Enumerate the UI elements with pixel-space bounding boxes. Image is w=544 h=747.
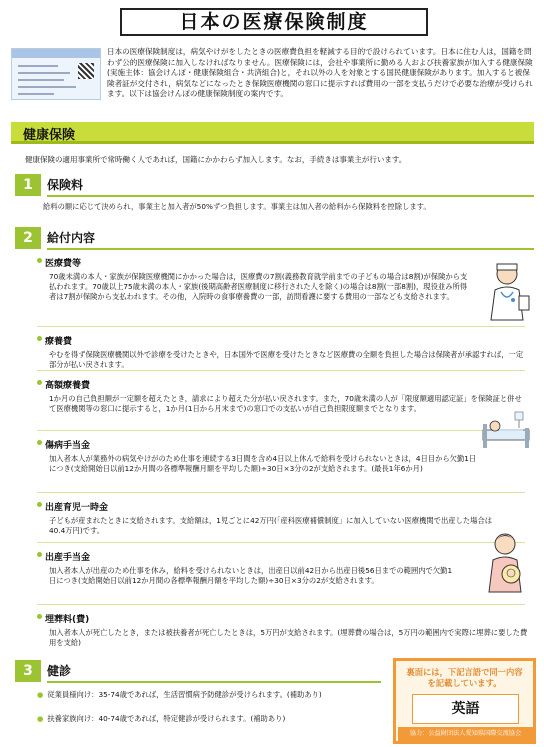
section-premium [11,174,534,196]
divider [37,326,525,327]
card-stripe [12,49,100,58]
benefit-body: 加入者本人が出産のため仕事を休み，給料を受けられないときは，出産日以前42日から出産日後56日までの範囲内で欠勤1日につき(支給開始日以前12か月間の各標準報酬月額を平均した額)÷30日×3分の2が支給されます。 [49,566,453,586]
benefit-item [37,334,529,370]
benefit-item [37,500,507,536]
checkup-text: 扶養家族向け：40-74歳であれば，特定健診が受けられます。(補助あり) [47,714,286,723]
card-line [18,79,64,81]
benefit-title: 医療費等 [37,256,469,269]
checkup-text: 従業員様向け：35-74歳であれば，生活習慣病予防健診が受けられます。(補助あり) [47,690,322,699]
divider [37,542,525,543]
benefit-item [37,256,469,303]
card-qr-icon [78,63,94,79]
benefit-item [37,550,457,586]
card-line [18,65,58,67]
section-benefits [11,227,534,249]
section-rule [47,195,534,197]
card-line [18,72,70,74]
intro-paragraph: 日本の医療保険制度は，病気やけがをしたときの医療費負担を軽減する目的で設けられています。日本に住む人は，国籍を問わず公的医療保険に加入しなければなりません。医療保険には，会社や事業所に勤める人および扶養家族が加入する健康保険(実施主体：協会けんぽ・健康保険組合・共済組合)と，それ以外の人を対象とする国民健康保険があります。加入すると被保険者証が交付され，病気などになったとき保険医療機関の窓口に提示すれば費用の一部を支払うだけで必要な治療が受けられます。以下は協会けんぽの健康保険制度の案内です。 [107,47,533,99]
divider [37,492,525,493]
notice-text: 裏面には，下記言語で同一内容を記載しています。 [406,667,523,688]
benefit-title: 高額療養費 [37,378,529,391]
divider [37,370,525,371]
divider [37,604,525,605]
section-title: 給付内容 [47,231,96,245]
checkup-item [37,714,285,724]
section-rule [47,681,381,683]
bullet-icon: ● [37,714,44,723]
benefit-body: 1か月の自己負担額が一定額を超えたとき，請求により超えた分が払い戻されます。また，70歳未満の人が「限度額適用認定証」を保険証と併せて医療機関等の窓口に提示すると，1か月(1日から月末まで)の窓口での支払いが自己負担限度額までとなります。 [49,394,522,414]
credit-text: 協力：公益財団法人愛知県国際交流協会 [398,727,533,741]
benefit-body: 子どもが産まれたときに支給されます。支給額は，1児ごとに42万円(「産科医療補償制度」に加入していない医療機関で出産した場合は40.4万円)です。 [49,516,493,536]
benefit-item [37,438,477,474]
benefit-title: 埋葬料(費) [37,612,529,625]
document-page [3,2,541,744]
section-checkup [11,660,381,682]
benefit-item [37,378,529,414]
benefit-title: 出産手当金 [37,550,457,563]
section-number: 2 [15,227,41,249]
benefit-body: 加入者本人が業務外の病気やけがのため仕事を連続する3日間を含め4日以上休んで給料を受けられないときは，4日目から欠勤1日につき(支給開始日以前12か月間の各標準報酬月額を平均した額)÷30日×3分の2が支給されます。(最長1年6か月) [49,454,477,474]
checkup-item [37,690,322,700]
page-title: 日本の医療保険制度 [120,8,428,36]
benefit-body: 70歳未満の本人・家族が保険医療機関にかかった場合は，医療費の7割(義務教育就学前までの子どもの場合は8割)が保険から支払われます。70歳以上75歳未満の本人・家族(後期高齢者医療制度に移行された人を除く)の場合は8割(一部8割)，現役並み所得者は7割が保険から支払われます。その他，入院時の食事療養費の一部，訪問看護に要する費用の一部なども支給されます。 [49,272,468,302]
band-title: 健康保険 [23,128,76,143]
benefit-title: 出産育児一時金 [37,500,507,513]
card-line [18,86,76,88]
section-title: 健診 [47,664,72,678]
section-number: 1 [15,174,41,196]
section-number: 3 [15,660,41,682]
section-rule [47,248,534,250]
mother-baby-icon [481,530,535,596]
benefit-title: 療養費 [37,334,529,347]
section-title: 保険料 [47,178,84,192]
bullet-icon: ● [37,690,44,699]
benefit-body: 加入者本人が死亡したとき，または被扶養者が死亡したときは，5万円が支給されます。(埋葬費の場合は，5万円の範囲内で実際に埋葬に要した費用を支給) [49,628,528,648]
language-label: 英語 [451,701,480,717]
health-insurance-band [11,122,534,144]
divider [37,430,525,431]
benefit-item [37,612,529,648]
language-notice-box [393,658,536,744]
insurance-card-illustration [11,48,101,100]
band-subtitle: 健康保険の適用事業所で常時働く人であれば，国籍にかかわらず加入します。なお，手続きは事業主が行います。 [25,155,407,164]
doctor-icon [485,258,533,324]
premium-text: 給料の額に応じて決められ，事業主と加入者が50%ずつ負担します。事業主は加入者の給料から保険料を控除します。 [43,202,431,211]
benefit-title: 傷病手当金 [37,438,477,451]
benefit-body: やむを得ず保険医療機関以外で診療を受けたときや，日本国外で医療を受けたときなど医療費の全額を負担した場合は保険者が承認すれば，一定部分が払い戻されます。 [49,350,524,370]
card-line [18,93,54,95]
hospital-bed-icon [479,410,533,450]
language-label-box [412,694,519,724]
